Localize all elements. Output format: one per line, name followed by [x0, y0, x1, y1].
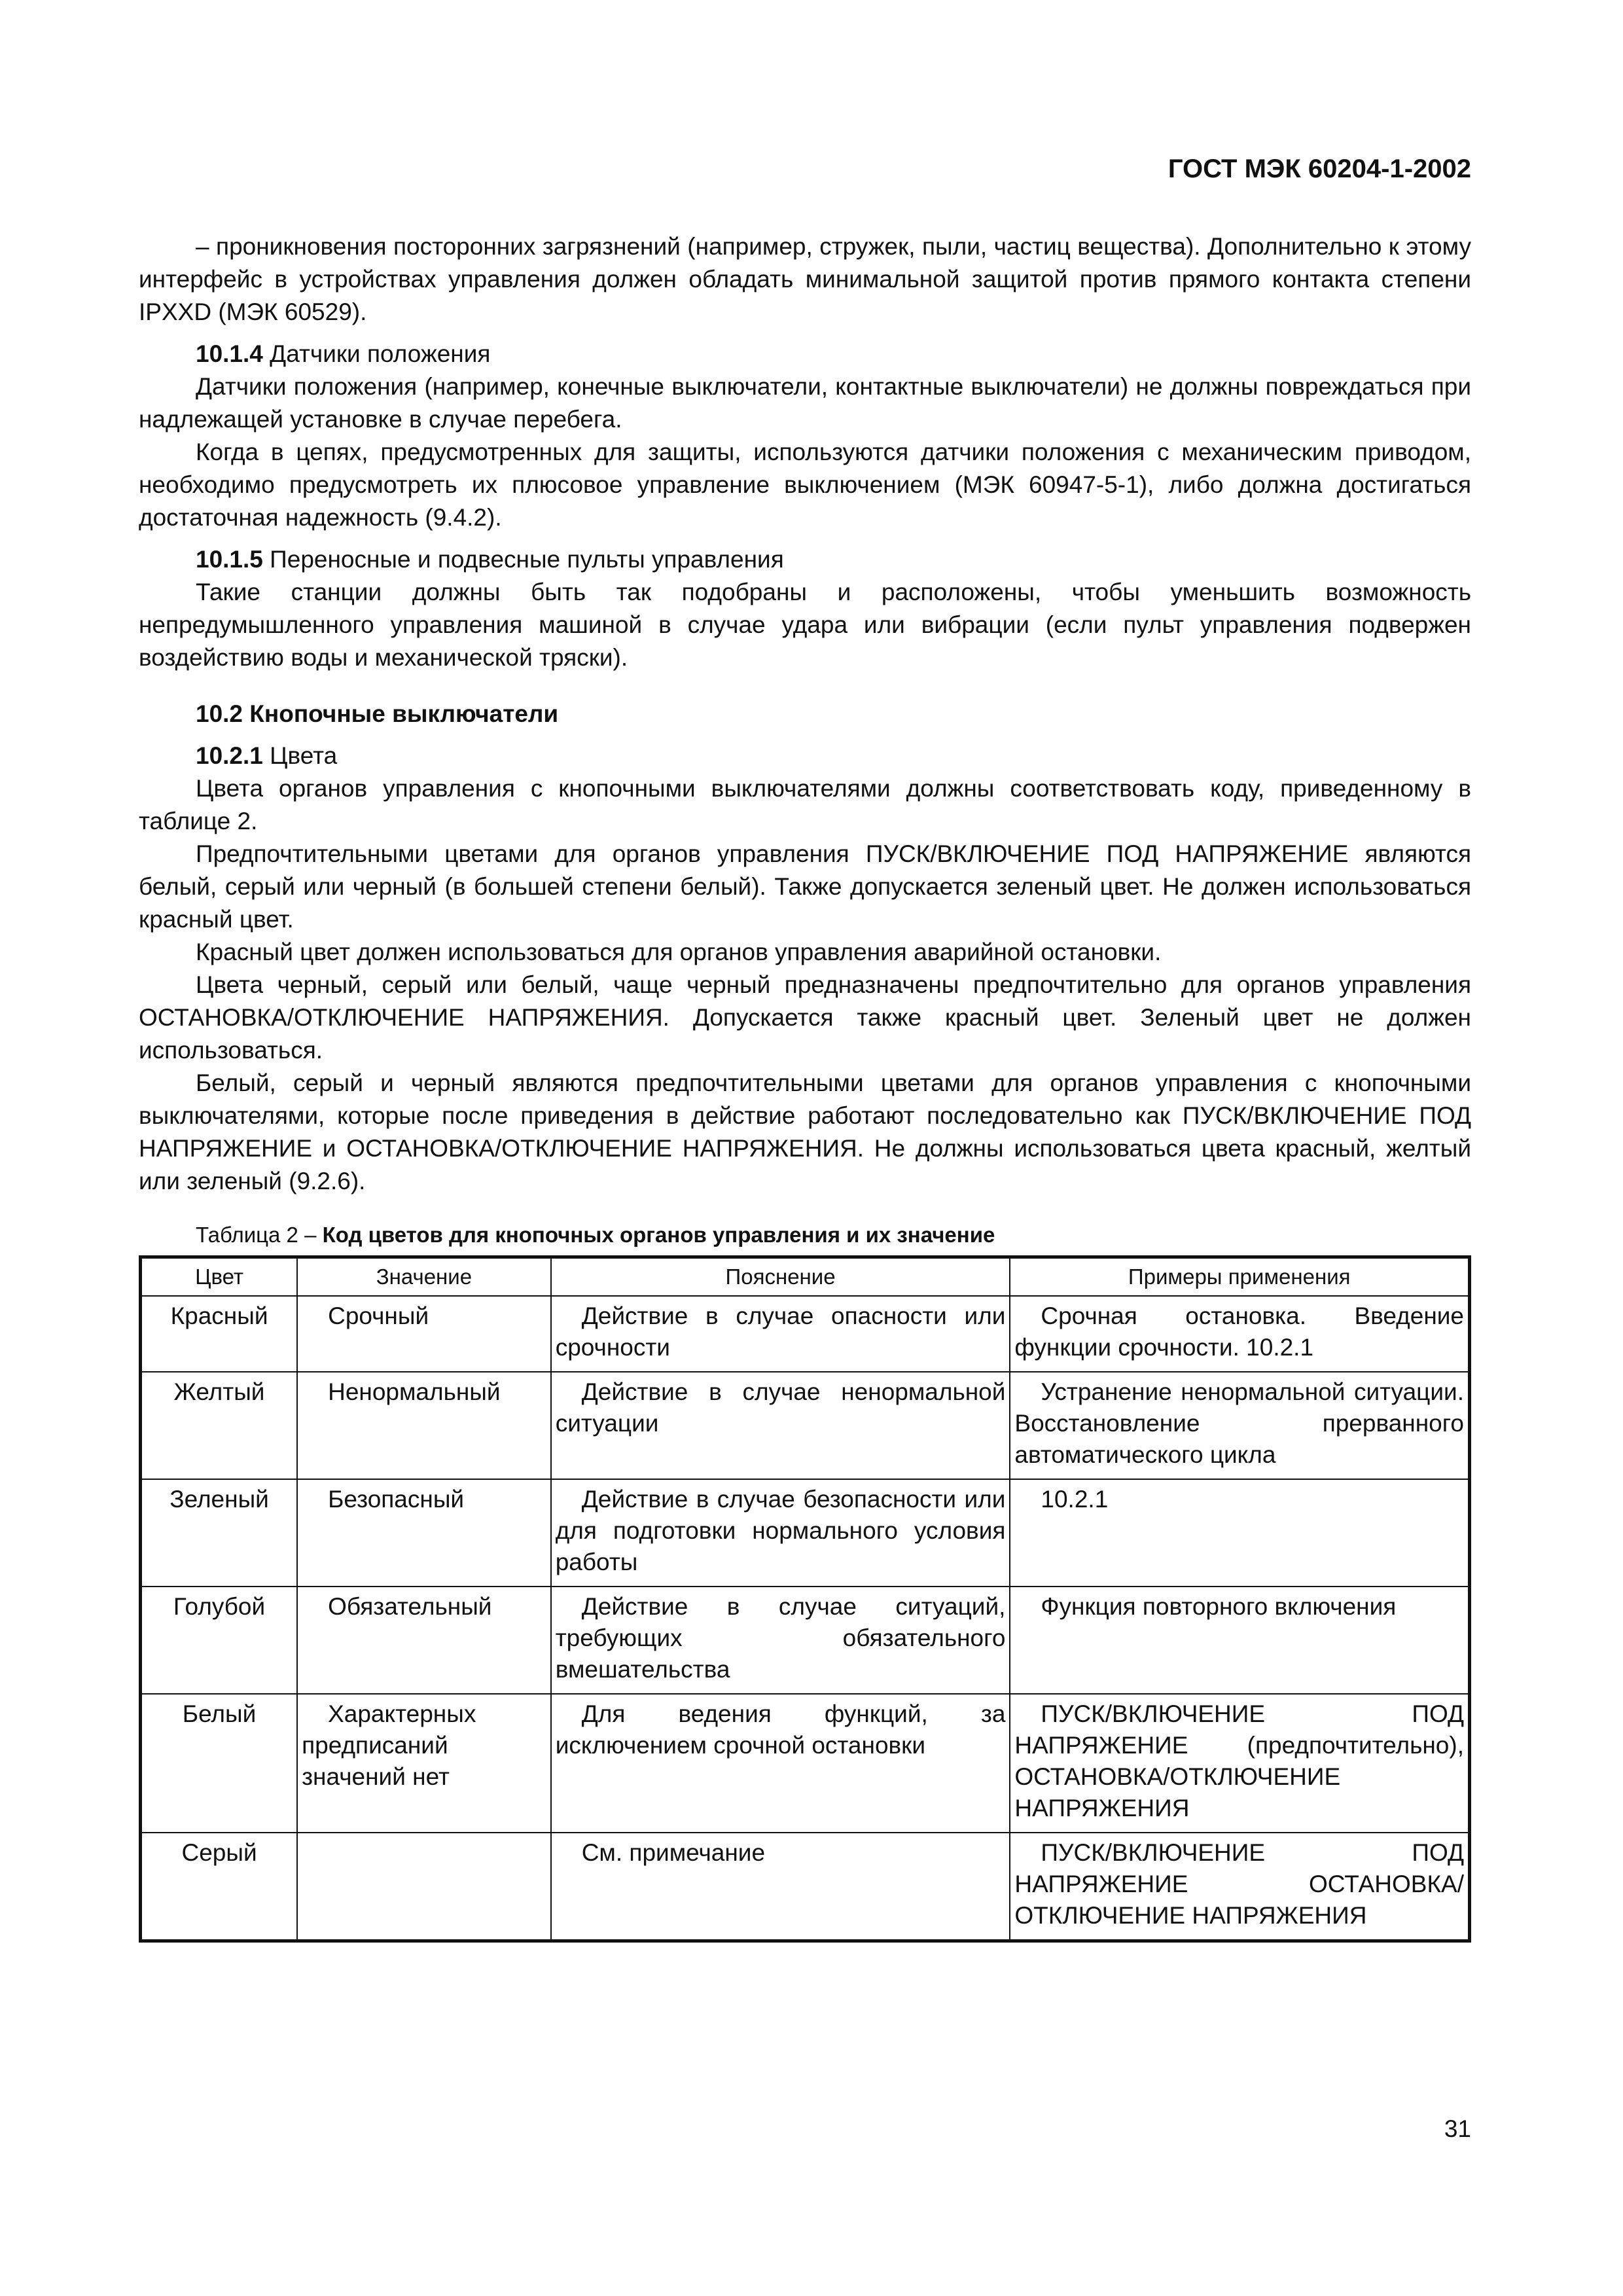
- paragraph: Красный цвет должен использоваться для органов управления аварийной остановки.: [196, 939, 1162, 965]
- table-caption-prefix: Таблица 2 –: [196, 1223, 317, 1247]
- body-text: [139, 230, 1471, 1198]
- paragraph: Датчики положения (например, конечные выключатели, контактные выключатели) не должны повреждаться при надлежащей установке в случае перебега.: [139, 373, 1471, 433]
- paragraph: Предпочтительными цветами для органов управления ПУСК/ВКЛЮЧЕНИЕ ПОД НАПРЯЖЕНИЕ являются белый, серый или черный (в большей степени белый). Также допускается зеленый цвет. Не должен использоваться красный цвет.: [139, 840, 1471, 933]
- section-title: Переносные и подвесные пульты управления: [270, 546, 784, 573]
- cell-meaning: [297, 1833, 551, 1941]
- page-number: 31: [1444, 2115, 1471, 2142]
- cell-explanation: [551, 1479, 1010, 1587]
- table-row: [141, 1694, 1470, 1833]
- cell-meaning: [297, 1694, 551, 1833]
- page-content: [139, 230, 1471, 1943]
- table-row: [141, 1296, 1470, 1372]
- section-title: Цвета: [270, 742, 338, 769]
- table-row: [141, 1587, 1470, 1694]
- cell-examples: [1010, 1833, 1469, 1941]
- cell-text: Срочный: [328, 1302, 429, 1329]
- paragraph: Когда в цепях, предусмотренных для защиты, используются датчики положения с механическим приводом, необходимо предусмотреть их плюсовое управление выключением (МЭК 60947-5-1), либо должна достигаться достаточная надежность (9.4.2).: [139, 439, 1471, 531]
- cell-explanation: [551, 1833, 1010, 1941]
- cell-examples: [1010, 1296, 1469, 1372]
- cell-text: Действие в случае безопасности или для подготовки нормального условия работы: [555, 1486, 1006, 1575]
- cell-text: Для ведения функций, за исключением срочной остановки: [555, 1700, 1006, 1759]
- table-row: [141, 1833, 1470, 1941]
- paragraph: – проникновения посторонних загрязнений (например, стружек, пыли, частиц вещества). Дополнительно к этому интерфейс в устройствах управления должен обладать минимальной защитой против прямого контакта степени IPXXD (МЭК 60529).: [139, 233, 1471, 325]
- table-caption: [196, 1223, 1471, 1247]
- cell-text: Действие в случае ситуаций, требующих обязательного вмешательства: [555, 1593, 1006, 1683]
- cell-text: Обязательный: [328, 1593, 492, 1620]
- table-caption-title: Код цветов для кнопочных органов управления и их значение: [322, 1223, 995, 1247]
- column-header: Примеры применения: [1010, 1257, 1469, 1297]
- cell-color: Желтый: [141, 1372, 298, 1479]
- section-heading-10-2-1: [139, 740, 1471, 772]
- cell-meaning: [297, 1372, 551, 1479]
- table-header-row: [141, 1257, 1470, 1297]
- cell-explanation: [551, 1587, 1010, 1694]
- section-heading-10-1-4: [139, 338, 1471, 370]
- cell-examples: [1010, 1694, 1469, 1833]
- cell-meaning: [297, 1479, 551, 1587]
- cell-text: ПУСК/ВКЛЮЧЕНИЕ ПОД НАПРЯЖЕНИЕ (предпочтительно), ОСТАНОВКА/ОТКЛЮЧЕНИЕ НАПРЯЖЕНИЯ: [1014, 1700, 1464, 1821]
- cell-color: Белый: [141, 1694, 298, 1833]
- cell-meaning: [297, 1587, 551, 1694]
- column-header: Значение: [297, 1257, 551, 1297]
- table-row: [141, 1479, 1470, 1587]
- section-number: 10.1.5: [196, 546, 263, 573]
- paragraph: Белый, серый и черный являются предпочтительными цветами для органов управления с кнопочными выключателями, которые после приведения в действие работают последовательно как ПУСК/ВКЛЮЧЕНИЕ ПОД НАПРЯЖЕНИЕ и ОСТАНОВКА/ОТКЛЮЧЕНИЕ НАПРЯЖЕНИЯ. Не должны использоваться цвета красный, желтый или зеленый (9.2.6).: [139, 1069, 1471, 1194]
- cell-color: Зеленый: [141, 1479, 298, 1587]
- cell-color: Красный: [141, 1296, 298, 1372]
- cell-text: Срочная остановка. Введение функции срочности. 10.2.1: [1014, 1302, 1464, 1361]
- cell-text: Безопасный: [328, 1486, 465, 1513]
- cell-color: Серый: [141, 1833, 298, 1941]
- cell-meaning: [297, 1296, 551, 1372]
- cell-color: Голубой: [141, 1587, 298, 1694]
- cell-text: ПУСК/ВКЛЮЧЕНИЕ ПОД НАПРЯЖЕНИЕ ОСТАНОВКА/ОТКЛЮЧЕНИЕ НАПРЯЖЕНИЯ: [1014, 1839, 1464, 1929]
- section-number: 10.1.4: [196, 340, 263, 367]
- table-row: [141, 1372, 1470, 1479]
- paragraph: Цвета черный, серый или белый, чаще черный предназначены предпочтительно для органов управления ОСТАНОВКА/ОТКЛЮЧЕНИЕ НАПРЯЖЕНИЯ. Допускается также красный цвет. Зеленый цвет не должен использоваться.: [139, 971, 1471, 1064]
- paragraph: Такие станции должны быть так подобраны и расположены, чтобы уменьшить возможность непредумышленного управления машиной в случае удара или вибрации (если пульт управления подвержен воздействию воды и механической тряски).: [139, 579, 1471, 671]
- section-heading-10-2: 10.2 Кнопочные выключатели: [196, 700, 559, 727]
- cell-examples: [1010, 1587, 1469, 1694]
- cell-examples: [1010, 1479, 1469, 1587]
- cell-examples: [1010, 1372, 1469, 1479]
- column-header: Цвет: [141, 1257, 298, 1297]
- section-title: Датчики положения: [270, 340, 491, 367]
- cell-explanation: [551, 1372, 1010, 1479]
- cell-text: Действие в случае ненормальной ситуации: [555, 1378, 1006, 1437]
- cell-text: Ненормальный: [328, 1378, 501, 1405]
- column-header: Пояснение: [551, 1257, 1010, 1297]
- cell-explanation: [551, 1296, 1010, 1372]
- cell-text: Характерных предписаний значений нет: [302, 1700, 476, 1790]
- cell-text: Устранение ненормальной ситуации. Восстановление прерванного автоматического цикла: [1014, 1378, 1464, 1468]
- cell-text: Функция повторного включения: [1041, 1593, 1397, 1620]
- section-number: 10.2.1: [196, 742, 263, 769]
- color-code-table: [139, 1255, 1471, 1943]
- cell-explanation: [551, 1694, 1010, 1833]
- document-code: ГОСТ МЭК 60204-1-2002: [1168, 154, 1471, 183]
- cell-text: См. примечание: [581, 1839, 766, 1866]
- cell-text: 10.2.1: [1041, 1486, 1109, 1513]
- section-heading-10-1-5: [139, 543, 1471, 576]
- cell-text: Действие в случае опасности или срочности: [555, 1302, 1006, 1361]
- paragraph: Цвета органов управления с кнопочными выключателями должны соответствовать коду, приведенному в таблице 2.: [139, 775, 1471, 834]
